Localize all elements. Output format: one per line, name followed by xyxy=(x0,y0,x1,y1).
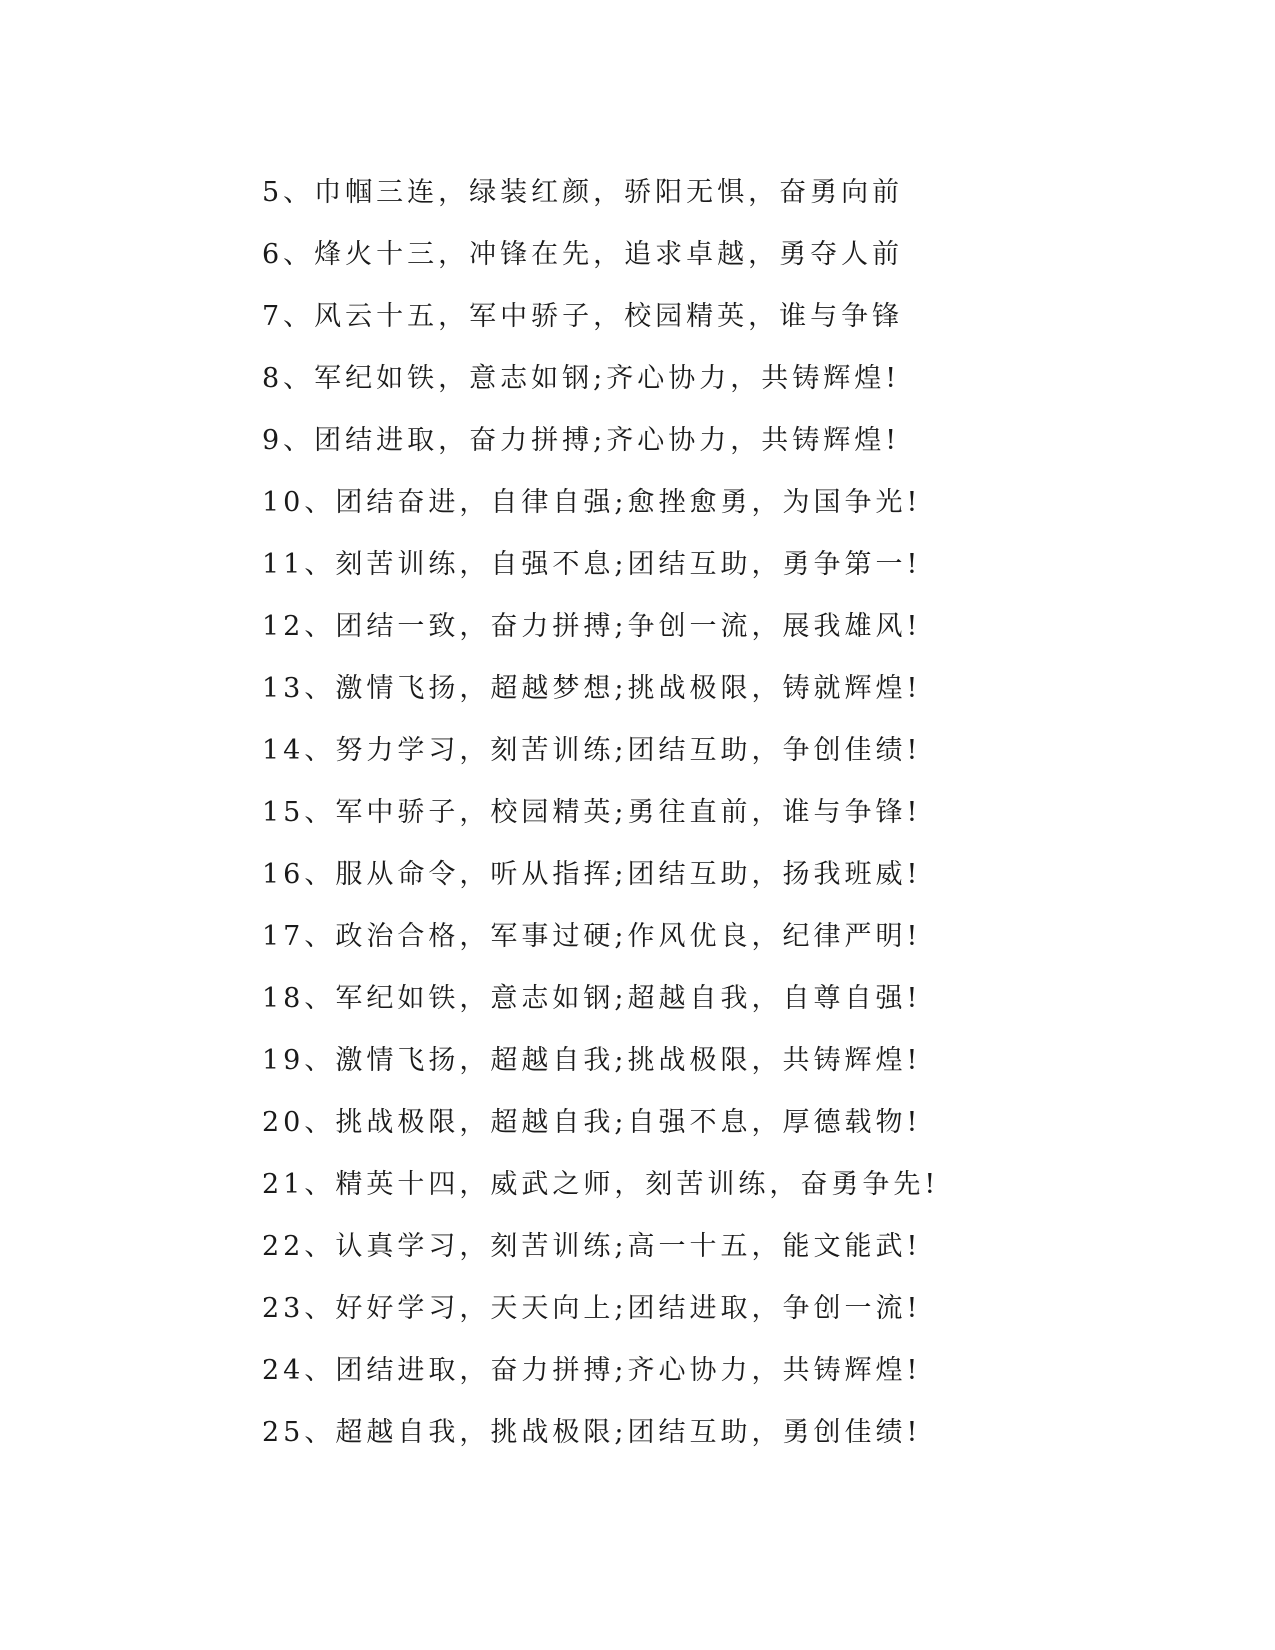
slogan-line: 17、政治合格，军事过硬;作风优良，纪律严明! xyxy=(262,921,922,952)
slogan-list xyxy=(262,162,939,1464)
slogan-line: 25、超越自我，挑战极限;团结互助，勇创佳绩! xyxy=(262,1417,922,1448)
slogan-line: 8、军纪如铁，意志如钢;齐心协力，共铸辉煌! xyxy=(262,363,901,394)
slogan-line: 24、团结进取，奋力拼搏;齐心协力，共铸辉煌! xyxy=(262,1355,922,1386)
slogan-line: 20、挑战极限，超越自我;自强不息，厚德载物! xyxy=(262,1107,922,1138)
slogan-line: 5、巾帼三连，绿装红颜，骄阳无惧，奋勇向前 xyxy=(262,177,904,208)
slogan-line: 19、激情飞扬，超越自我;挑战极限，共铸辉煌! xyxy=(262,1045,922,1076)
slogan-line: 22、认真学习，刻苦训练;高一十五，能文能武! xyxy=(262,1231,922,1262)
slogan-line: 18、军纪如铁，意志如钢;超越自我，自尊自强! xyxy=(262,983,922,1014)
slogan-line: 23、好好学习，天天向上;团结进取，争创一流! xyxy=(262,1293,922,1324)
slogan-line: 15、军中骄子，校园精英;勇往直前，谁与争锋! xyxy=(262,797,922,828)
slogan-line: 14、努力学习，刻苦训练;团结互助，争创佳绩! xyxy=(262,735,922,766)
slogan-line: 10、团结奋进，自律自强;愈挫愈勇，为国争光! xyxy=(262,487,922,518)
slogan-line: 7、风云十五，军中骄子，校园精英，谁与争锋 xyxy=(262,301,904,332)
slogan-line: 12、团结一致，奋力拼搏;争创一流，展我雄风! xyxy=(262,611,922,642)
slogan-line: 6、烽火十三，冲锋在先，追求卓越，勇夺人前 xyxy=(262,239,904,270)
slogan-line: 16、服从命令，听从指挥;团结互助，扬我班威! xyxy=(262,859,922,890)
slogan-line: 11、刻苦训练，自强不息;团结互助，勇争第一! xyxy=(262,549,922,580)
slogan-line: 9、团结进取，奋力拼搏;齐心协力，共铸辉煌! xyxy=(262,425,901,456)
slogan-line: 21、精英十四，威武之师，刻苦训练，奋勇争先! xyxy=(262,1169,940,1200)
slogan-line: 13、激情飞扬，超越梦想;挑战极限，铸就辉煌! xyxy=(262,673,922,704)
